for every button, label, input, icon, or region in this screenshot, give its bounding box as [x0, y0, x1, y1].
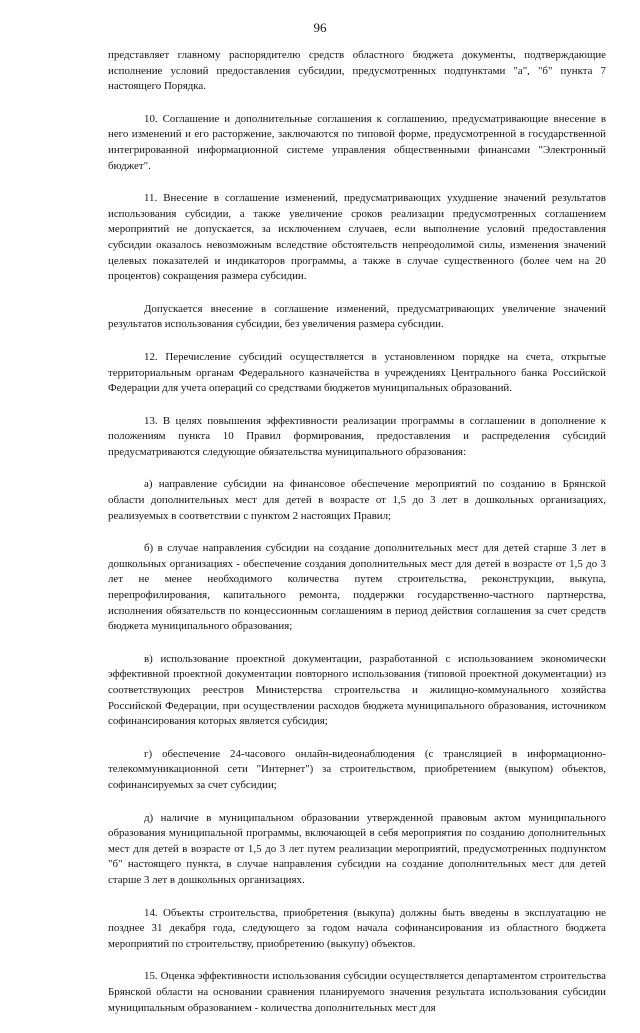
paragraph-continuation: представляет главному распорядителю средств областного бюджета документы, подтверждающие исполнение условий предоставления субсидии, предусмотренных подпунктами "а", "б" пункта 7 настоящего Порядка.: [108, 49, 606, 93]
paragraph-14: 14. Объекты строительства, приобретения (выкупа) должны быть введены в эксплуатацию не позднее 31 декабря года, следующего за годом начала софинансирования из областного бюджета мероприятий по строительству, приобретению (выкупу) объектов.: [108, 906, 606, 950]
document-body: [108, 48, 606, 1033]
paragraph-10: 10. Соглашение и дополнительные соглашения к соглашению, предусматривающие внесение в него изменений и его расторжение, заключаются по типовой форме, предусмотренной в государственной интегрированной информационной системе управления общественными финансами "Электронный бюджет".: [108, 112, 606, 172]
paragraph-13-d: д) наличие в муниципальном образовании утвержденной правовым актом муниципального образования муниципальной программы, включающей в себя мероприятия по созданию дополнительных мест для детей в возрасте от 1,5 до 3 лет путем реализации мероприятий, предусмотренных подпунктом "б" настоящего пункта, в случае направления субсидии на создание дополнительных мест для детей старше 3 лет в дошкольных организациях.: [108, 811, 606, 886]
paragraph-15: 15. Оценка эффективности использования субсидии осуществляется департаментом строительства Брянской области на основании сравнения планируемого значения результата использования субсидии муниципальным образованием - количества дополнительных мест для: [108, 970, 606, 1014]
paragraph-13-g: г) обеспечение 24-часового онлайн-видеонаблюдения (с трансляцией в информационно-телекоммуникационной сети "Интернет") за строительством, приобретением (выкупом) объектов, софинансируемых за счет субсидии;: [108, 747, 606, 791]
paragraph-13-a: а) направление субсидии на финансовое обеспечение мероприятий по созданию в Брянской области дополнительных мест для детей в возрасте от 1,5 до 3 лет в дошкольных организациях, реализуемых в соответствии с пунктом 2 настоящих Правил;: [108, 478, 606, 522]
paragraph-11-addendum: Допускается внесение в соглашение изменений, предусматривающих увеличение значений результатов использования субсидии, без увеличения размера субсидии.: [108, 302, 606, 331]
page-number: 96: [313, 20, 327, 35]
paragraph-13: 13. В целях повышения эффективности реализации программы в соглашении в дополнение к положениям пункта 10 Правил формирования, предоставления и распределения субсидий предусматриваются следующие обязательства муниципального образования:: [108, 414, 606, 458]
paragraph-13-b: б) в случае направления субсидии на создание дополнительных мест для детей старше 3 лет в дошкольных организациях - обеспечение создания дополнительных мест для детей в возрасте от 1,5 до 3 лет не менее необходимого количества путем строительства, реконструкции, выкупа, перепрофилирования, капитального ремонта, поддержки государственно-частного партнерства, исполнения обязательств по концессионным соглашениям в период действия соглашения за счет средств бюджета муниципального образования;: [108, 542, 606, 633]
paragraph-11: 11. Внесение в соглашение изменений, предусматривающих ухудшение значений результатов использования субсидии, а также увеличение сроков реализации предусмотренных соглашением мероприятий не допускается, за исключением случаев, если выполнение условий предоставления субсидии оказалось невозможным вследствие обстоятельств непреодолимой силы, изменения значений целевых показателей и индикаторов программы, а также в случае существенного (более чем на 20 процентов) сокращения размера субсидии.: [108, 192, 606, 283]
paragraph-12: 12. Перечисление субсидий осуществляется в установленном порядке на счета, открытые территориальным органам Федерального казначейства в учреждениях Центрального банка Российской Федерации для учета операций со средствами бюджетов муниципальных образований.: [108, 350, 606, 395]
paragraph-13-v: в) использование проектной документации, разработанной с использованием экономически эффективной проектной документации повторного использования (типовой проектной документации) из соответствующих реестров Министерства строительства и жилищно-коммунального хозяйства Российской Федерации, при осуществлении расходов бюджета муниципального образования, источником софинансирования которых является субсидия;: [108, 652, 606, 728]
